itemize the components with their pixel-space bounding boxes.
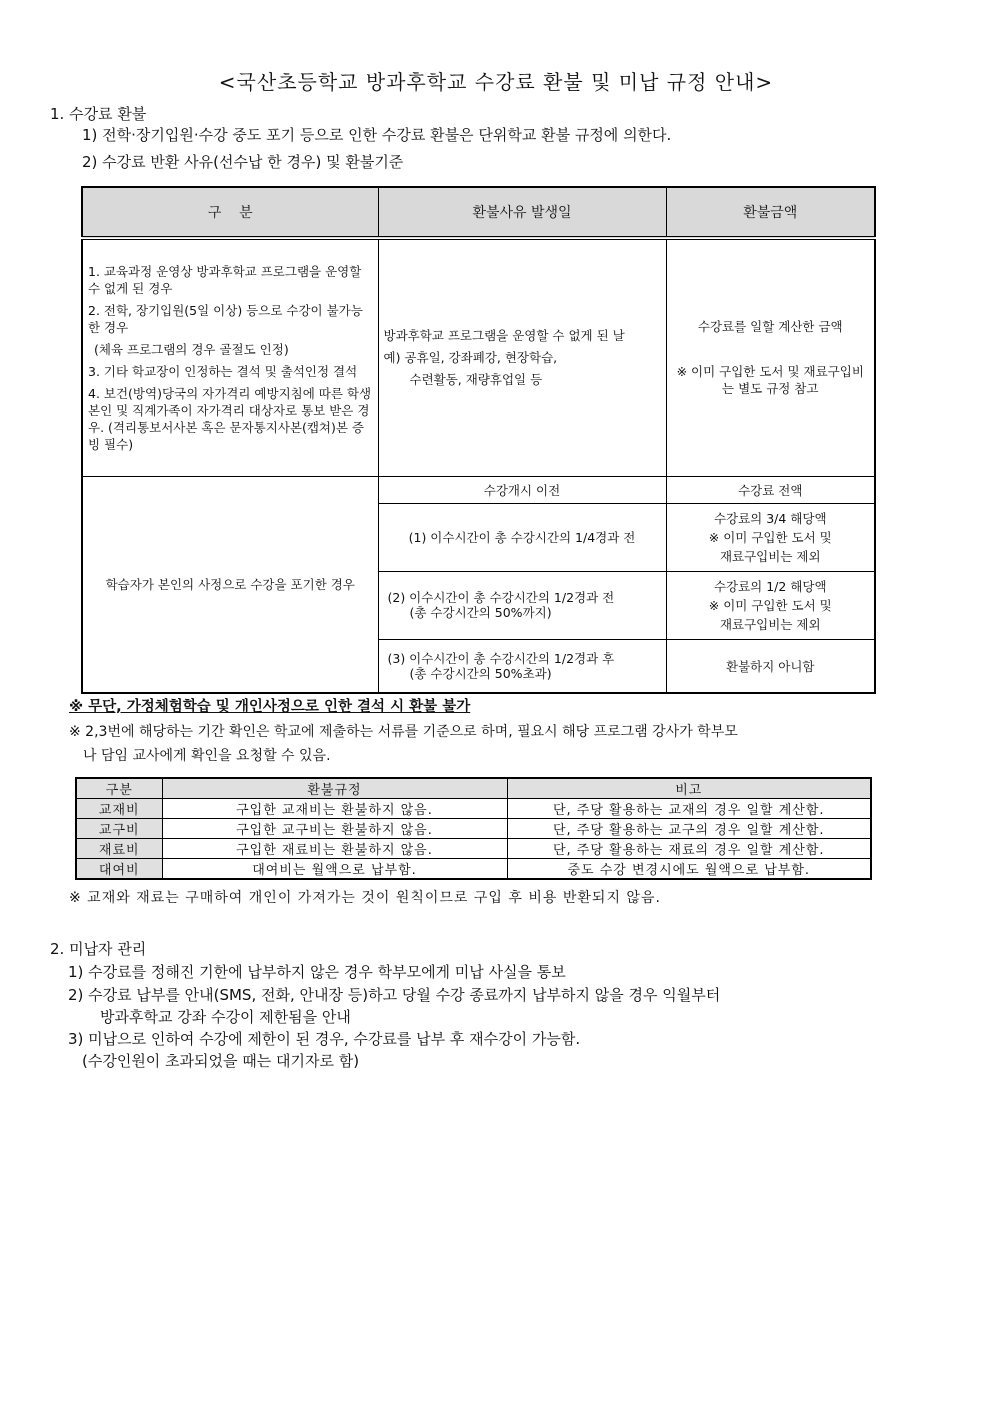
amount-note: 재료구입비는 제외: [719, 548, 821, 564]
occurrence-text: (총 수강시간의 50%초과): [409, 665, 552, 681]
case1-occurrence: (1) 이수시간이 총 수강시간의 1/4경과 전: [378, 503, 666, 571]
refund-criteria-table: [81, 186, 876, 694]
section1-item2: 2) 수강료 반환 사유(선수납 한 경우) 및 환불기준: [82, 153, 404, 171]
case3-amount: 환불하지 아니함: [666, 639, 875, 693]
occurrence-text: (2) 이수시간이 총 수강시간의 1/2경과 전: [387, 590, 615, 605]
fee-rule: 대여비는 월액으로 납부함.: [162, 859, 507, 880]
section2-heading: 2. 미납자 관리: [50, 940, 147, 958]
amount-note: ※ 이미 구입한 도서 및 재료구입비는 별도 규정 참고: [676, 364, 864, 397]
section2-item1: 1) 수강료를 정해진 기한에 납부하지 않은 경우 학부모에게 미납 사실을 통보: [68, 963, 566, 981]
row2-category-cell: 학습자가 본인의 사정으로 수강을 포기한 경우: [82, 476, 378, 693]
occurrence-text: (3) 이수시간이 총 수강시간의 1/2경과 후: [387, 650, 615, 666]
no-refund-note: ※ 무단, 가정체험학습 및 개인사정으로 인한 결석 시 환불 불가: [69, 699, 471, 715]
fee-remark: 중도 수강 변경시에도 월액으로 납부함.: [507, 859, 871, 880]
table-row: [76, 799, 871, 819]
table-row: [82, 476, 875, 503]
occurrence-text: (총 수강시간의 50%까지): [409, 605, 552, 620]
category-item: 1. 교육과정 운영상 방과후학교 프로그램을 운영할 수 없게 된 경우: [88, 263, 362, 296]
section2-item2-line2: 방과후학교 강좌 수강이 제한됨을 안내: [100, 1008, 351, 1026]
fee-category: 교구비: [76, 819, 162, 839]
case3-occurrence-cell: [378, 639, 666, 693]
occurrence-text: 수련활동, 재량휴업일 등: [409, 372, 543, 388]
table-row: [76, 839, 871, 859]
case1-amount-cell: [666, 503, 875, 571]
case0-amount: 수강료 전액: [666, 476, 875, 503]
amount-text: 수강료를 일할 계산한 금액: [697, 319, 843, 335]
row1-category-cell: [82, 238, 378, 476]
fee-footnote: ※ 교재와 재료는 구매하여 개인이 가져가는 것이 원칙이므로 구입 후 비용 반환되지 않음.: [69, 890, 661, 906]
fee-remark: 단, 주당 활용하는 교구의 경우 일할 계산함.: [507, 819, 871, 839]
verification-note-line1: ※ 2,3번에 해당하는 기간 확인은 학교에 제출하는 서류를 기준으로 하며, 필요시 해당 프로그램 강사가 학부모: [69, 724, 738, 740]
fee-rule: 구입한 재료비는 환불하지 않음.: [162, 839, 507, 859]
fee-refund-table: [75, 777, 872, 880]
section2-item3-line1: 3) 미납으로 인하여 수강에 제한이 된 경우, 수강료를 납부 후 재수강이 가능함.: [68, 1030, 581, 1048]
amount-text: 수강료의 1/2 해당액: [713, 578, 827, 594]
section2-item3-line2: (수강인원이 초과되었을 때는 대기자로 함): [82, 1052, 360, 1070]
fee-category: 대여비: [76, 859, 162, 880]
fee-header-remark: 비고: [507, 778, 871, 799]
fee-rule: 구입한 교구비는 환불하지 않음.: [162, 819, 507, 839]
fee-header-rule: 환불규정: [162, 778, 507, 799]
header-category: 구 분: [82, 187, 378, 238]
fee-rule: 구입한 교재비는 환불하지 않음.: [162, 799, 507, 819]
row1-occurrence-cell: [378, 238, 666, 476]
category-item: (체육 프로그램의 경우 골절도 인정): [94, 341, 289, 357]
fee-table-header-row: [76, 778, 871, 799]
amount-text: 수강료의 3/4 해당액: [713, 510, 827, 526]
section1-item1: 1) 전학·장기입원·수강 중도 포기 등으로 인한 수강료 환불은 단위학교 환불 규정에 의한다.: [82, 126, 672, 144]
occurrence-text: 방과후학교 프로그램을 운영할 수 없게 된 날: [383, 328, 625, 344]
category-item: 2. 전학, 장기입원(5일 이상) 등으로 수강이 불가능한 경우: [88, 302, 363, 335]
fee-remark: 단, 주당 활용하는 재료의 경우 일할 계산함.: [507, 839, 871, 859]
table-row: [76, 819, 871, 839]
table-header-row: [82, 187, 875, 238]
fee-category: 교재비: [76, 799, 162, 819]
case2-occurrence-cell: [378, 571, 666, 639]
header-occurrence: 환불사유 발생일: [378, 187, 666, 238]
verification-note-line2: 나 담임 교사에게 확인을 요청할 수 있음.: [83, 748, 331, 764]
table-row: [76, 859, 871, 880]
section1-heading: 1. 수강료 환불: [50, 105, 147, 123]
page-title: <국산초등학교 방과후학교 수강료 환불 및 미납 규정 안내>: [218, 70, 774, 94]
category-item: 4. 보건(방역)당국의 자가격리 예방지침에 따른 학생 본인 및 직계가족이 자가격리 대상자로 통보 받은 경우. (격리통보서사본 혹은 문자통지사본(캡쳐)본 증빙 필수): [88, 385, 372, 452]
amount-note: ※ 이미 구입한 도서 및: [708, 529, 832, 545]
section2-item2-line1: 2) 수강료 납부를 안내(SMS, 전화, 안내장 등)하고 당월 수강 종료까지 납부하지 않을 경우 익월부터: [68, 986, 721, 1004]
fee-remark: 단, 주당 활용하는 교재의 경우 일할 계산함.: [507, 799, 871, 819]
table-row: [82, 238, 875, 476]
fee-header-category: 구분: [76, 778, 162, 799]
amount-note: ※ 이미 구입한 도서 및: [708, 597, 832, 613]
verification-note: [69, 720, 939, 768]
case0-occurrence: 수강개시 이전: [378, 476, 666, 503]
case2-amount-cell: [666, 571, 875, 639]
row1-amount-cell: [666, 238, 875, 476]
amount-note: 재료구입비는 제외: [719, 616, 821, 632]
fee-category: 재료비: [76, 839, 162, 859]
occurrence-text: 예) 공휴일, 강좌폐강, 현장학습,: [383, 350, 558, 366]
header-amount: 환불금액: [666, 187, 875, 238]
category-item: 3. 기타 학교장이 인정하는 결석 및 출석인정 결석: [88, 363, 358, 379]
